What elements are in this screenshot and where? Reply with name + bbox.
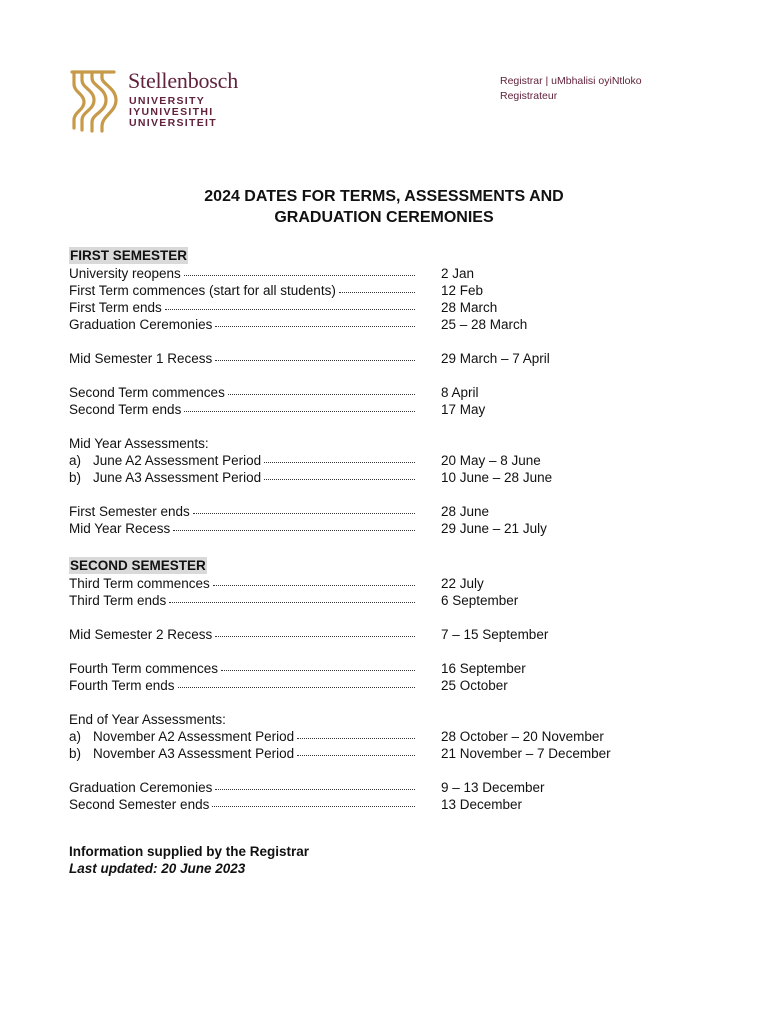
registrar-office xyxy=(500,74,642,104)
date-value: 29 June – 21 July xyxy=(441,521,547,536)
date-value: 2 Jan xyxy=(441,266,475,281)
dot-leader xyxy=(193,503,415,514)
date-value: 25 – 28 March xyxy=(441,317,528,332)
date-label: Graduation Ceremonies xyxy=(69,317,213,332)
supplied-by: Information supplied by the Registrar xyxy=(69,844,310,859)
date-row xyxy=(69,350,689,367)
date-label: Graduation Ceremonies xyxy=(69,780,213,795)
dot-leader xyxy=(215,316,415,327)
date-row xyxy=(69,626,689,643)
date-row xyxy=(69,677,689,694)
dates-content xyxy=(69,247,689,877)
dot-leader xyxy=(184,401,415,412)
date-value: 16 September xyxy=(441,661,526,676)
title-line-2: GRADUATION CEREMONIES xyxy=(274,209,494,226)
date-row xyxy=(69,745,689,762)
document-title xyxy=(0,186,768,228)
date-value: 22 July xyxy=(441,576,484,591)
date-value: 29 March – 7 April xyxy=(441,351,550,366)
dot-leader xyxy=(264,452,415,463)
date-row xyxy=(69,282,689,299)
dot-leader xyxy=(184,265,415,276)
date-value: 20 May – 8 June xyxy=(441,453,541,468)
assessments-heading: Mid Year Assessments: xyxy=(69,436,209,451)
dot-leader xyxy=(228,384,415,395)
date-row xyxy=(69,401,689,418)
dot-leader xyxy=(178,677,415,688)
first-semester-heading: FIRST SEMESTER xyxy=(70,248,188,263)
date-value: 7 – 15 September xyxy=(441,627,549,642)
date-row xyxy=(69,779,689,796)
first-semester-group-1 xyxy=(69,265,689,333)
date-value: 17 May xyxy=(441,402,486,417)
date-value: 10 June – 28 June xyxy=(441,470,553,485)
date-value: 28 March xyxy=(441,300,498,315)
dot-leader xyxy=(173,520,415,531)
assessments-heading: End of Year Assessments: xyxy=(69,712,226,727)
date-row xyxy=(69,265,689,282)
date-row xyxy=(69,469,689,486)
logo-line-iyunivesithi: IYUNIVESITHI xyxy=(129,106,214,118)
date-label: Third Term ends xyxy=(69,593,167,608)
date-row xyxy=(69,520,689,537)
date-label: June A3 Assessment Period xyxy=(93,470,262,485)
date-row xyxy=(69,796,689,813)
logo-wordmark: Stellenbosch xyxy=(128,68,239,93)
item-prefix: b) xyxy=(69,470,82,485)
date-row xyxy=(69,452,689,469)
last-updated: Last updated: 20 June 2023 xyxy=(69,861,246,876)
logo-line-university: UNIVERSITY xyxy=(129,95,206,107)
dot-leader xyxy=(215,350,415,361)
date-value: 9 – 13 December xyxy=(441,780,545,795)
date-label: Fourth Term ends xyxy=(69,678,175,693)
date-value: 28 October – 20 November xyxy=(441,729,604,744)
dot-leader xyxy=(297,745,415,756)
page-header xyxy=(68,68,708,138)
dot-leader xyxy=(264,469,415,480)
date-label: Mid Semester 2 Recess xyxy=(69,627,213,642)
date-row xyxy=(69,592,689,609)
registrar-line-2: Registrateur xyxy=(500,90,558,102)
second-semester-heading: SECOND SEMESTER xyxy=(70,558,206,573)
item-prefix: a) xyxy=(69,453,82,468)
logo-line-universiteit: UNIVERSITEIT xyxy=(129,117,217,129)
date-label: November A2 Assessment Period xyxy=(93,729,295,744)
date-label: First Term ends xyxy=(69,300,162,315)
date-value: 8 April xyxy=(441,385,479,400)
date-value: 6 September xyxy=(441,593,519,608)
dot-leader xyxy=(215,626,415,637)
date-label: Third Term commences xyxy=(69,576,210,591)
dot-leader xyxy=(339,282,415,293)
dot-leader xyxy=(221,660,415,671)
dot-leader xyxy=(297,728,415,739)
date-label: June A2 Assessment Period xyxy=(93,453,262,468)
registrar-line-1: Registrar | uMbhalisi oyiNtloko xyxy=(500,75,642,87)
dot-leader xyxy=(215,779,415,790)
document-footer xyxy=(69,843,689,877)
date-row xyxy=(69,575,689,592)
item-prefix: a) xyxy=(69,729,82,744)
dot-leader xyxy=(165,299,415,310)
dot-leader xyxy=(169,592,415,603)
date-row xyxy=(69,299,689,316)
date-row xyxy=(69,384,689,401)
date-row xyxy=(69,503,689,520)
date-label: Fourth Term commences xyxy=(69,661,219,676)
date-label: Mid Year Recess xyxy=(69,521,171,536)
date-row xyxy=(69,728,689,745)
date-label: Second Semester ends xyxy=(69,797,210,812)
stellenbosch-logo-icon xyxy=(68,68,120,134)
date-label: November A3 Assessment Period xyxy=(93,746,295,761)
item-prefix: b) xyxy=(69,746,82,761)
date-label: First Term commences (start for all students) xyxy=(69,283,336,298)
date-value: 28 June xyxy=(441,504,490,519)
dot-leader xyxy=(213,575,415,586)
date-value: 21 November – 7 December xyxy=(441,746,611,761)
date-value: 25 October xyxy=(441,678,508,693)
date-label: Second Term commences xyxy=(69,385,225,400)
date-label: Mid Semester 1 Recess xyxy=(69,351,213,366)
date-row xyxy=(69,660,689,677)
date-value: 13 December xyxy=(441,797,523,812)
dot-leader xyxy=(212,796,415,807)
date-label: First Semester ends xyxy=(69,504,190,519)
title-line-1: 2024 DATES FOR TERMS, ASSESSMENTS AND xyxy=(204,188,564,205)
date-label: Second Term ends xyxy=(69,402,182,417)
date-label: University reopens xyxy=(69,266,181,281)
date-value: 12 Feb xyxy=(441,283,484,298)
date-row xyxy=(69,316,689,333)
